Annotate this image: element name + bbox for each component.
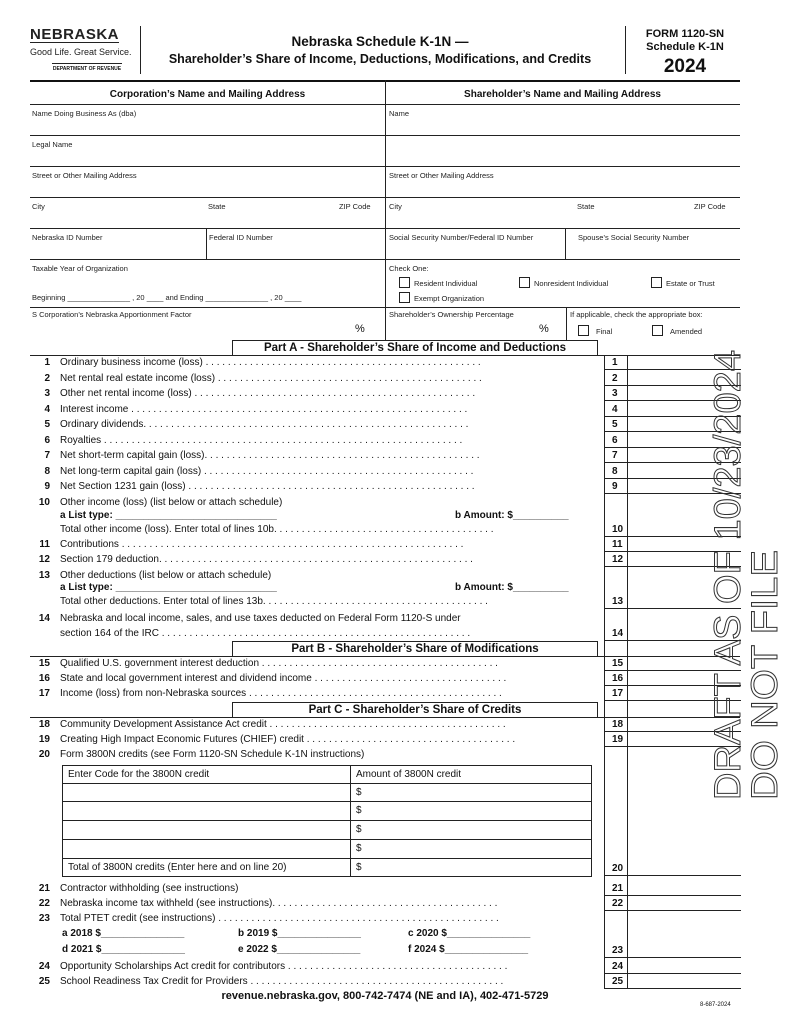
part-a-title: Part A - Shareholder’s Share of Income and Deductions (232, 340, 598, 355)
line-3: 3 Other net rental income (loss) . . . . . . . . . . . . . . . . . . . . . . . . . . . . . . . . . . . . . . . . . . . . . . . . . . . (44, 388, 476, 399)
line-13b: b Amount: $__________ (455, 582, 569, 593)
watermark-line2: DO NOT FILE (744, 568, 785, 800)
box-5: 5 (605, 418, 627, 432)
box-13: 13 (605, 595, 627, 609)
line-22: 22 Nebraska income tax withheld (see instructions). . . . . . . . . . . . . . . . . . . . . . . . . . . . . . . . . . . . . . . . . (38, 898, 498, 909)
ptet-2024: f 2024 $_______________ (408, 944, 529, 955)
sh-state-label: State (577, 202, 595, 211)
tbl-dollar-4: $ (356, 843, 362, 854)
corp-zip-label: ZIP Code (339, 202, 371, 211)
box-9: 9 (605, 480, 627, 494)
line-8: 8 Net long-term capital gain (loss) . . . . . . . . . . . . . . . . . . . . . . . . . . . . . . . . . . . . . . . . . . . . . . . . . (44, 466, 474, 477)
corp-city-label: City (32, 202, 45, 211)
box-8: 8 (605, 465, 627, 479)
tbl-dollar-1: $ (356, 787, 362, 798)
box-23: 23 (605, 944, 627, 958)
line-13-total: Total other deductions. Enter total of lines 13b. . . . . . . . . . . . . . . . . . . . . . . . . . . . . . . . . . . . . . . . . (60, 596, 488, 607)
sh-zip-label: ZIP Code (694, 202, 726, 211)
line-13: 13 Other deductions (list below or attach schedule) (38, 570, 272, 581)
exempt-org-checkbox[interactable] (399, 292, 410, 303)
shareholder-heading: Shareholder’s Name and Mailing Address (464, 89, 661, 100)
form-subtitle: Shareholder’s Share of Income, Deductions, Modifications, and Credits (168, 52, 592, 66)
nonresident-checkbox[interactable] (519, 277, 530, 288)
tax-year: 2024 (663, 56, 707, 77)
box-12: 12 (605, 553, 627, 567)
spouse-ssn-label: Spouse’s Social Security Number (578, 233, 690, 242)
amount-23[interactable] (627, 944, 741, 958)
line-11: 11 Contributions . . . . . . . . . . . . . . . . . . . . . . . . . . . . . . . . . . . . . . . . . . . . . . . . . . . . . . . . . . . . . . (39, 539, 464, 550)
box-2: 2 (605, 372, 627, 386)
line-17: 17 Income (loss) from non-Nebraska sources . . . . . . . . . . . . . . . . . . . . . . . . . . . . . . . . . . . . . . . . . . . . . . (38, 688, 502, 699)
form-number: FORM 1120-SN Schedule K-1N (645, 28, 725, 53)
line-20: 20 Form 3800N credits (see Form 1120-SN Schedule K-1N instructions) (38, 749, 365, 760)
corp-heading: Corporation’s Name and Mailing Address (109, 89, 306, 100)
tbl-dollar-total: $ (356, 862, 362, 873)
dba-label: Name Doing Business As (dba) (32, 109, 137, 118)
ptet-2021: d 2021 $_______________ (62, 944, 185, 955)
corp-street-label: Street or Other Mailing Address (32, 171, 137, 180)
line-9: 9 Net Section 1231 gain (loss) . . . . . . . . . . . . . . . . . . . . . . . . . . . . . . . . . . . . . . . . . . . . . . . . . . . . (44, 481, 475, 492)
line-6: 6 Royalties . . . . . . . . . . . . . . . . . . . . . . . . . . . . . . . . . . . . . . . . . . . . . . . . . . . . . . . . . . . . . . . . . (44, 435, 463, 446)
box-6: 6 (605, 434, 627, 448)
line-4: 4 Interest income . . . . . . . . . . . . . . . . . . . . . . . . . . . . . . . . . . . . . . . . . . . . . . . . . . . . . . . . . . . . . (44, 404, 468, 415)
line-5: 5 Ordinary dividends. . . . . . . . . . . . . . . . . . . . . . . . . . . . . . . . . . . . . . . . . . . . . . . . . . . . . . . . . . . (44, 419, 469, 430)
watermark-line1: DRAFT AS OF 10/23/2024 (707, 362, 748, 800)
box-22: 22 (605, 897, 627, 911)
logo-dept: DEPARTMENT OF REVENUE (52, 63, 122, 72)
resident-checkbox[interactable] (399, 277, 410, 288)
sh-name-label: Name (389, 109, 410, 118)
final-label: Final (596, 327, 613, 336)
exempt-org-label: Exempt Organization (414, 294, 485, 303)
amount-24[interactable] (627, 960, 741, 974)
amount-25[interactable] (627, 975, 741, 989)
line-21: 21 Contractor withholding (see instructions) (38, 883, 239, 894)
box-1: 1 (605, 356, 627, 370)
amended-checkbox[interactable] (652, 325, 663, 336)
part-b-title: Part B - Shareholder’s Share of Modifications (232, 641, 598, 656)
form-title: Nebraska Schedule K-1N — (291, 34, 469, 49)
legal-name-label: Legal Name (32, 140, 73, 149)
ptet-2022: e 2022 $_______________ (238, 944, 361, 955)
resident-label: Resident Individual (414, 279, 478, 288)
line-13a: a List type: _____________________________ (60, 582, 277, 593)
line-18: 18 Community Development Assistance Act credit . . . . . . . . . . . . . . . . . . . . . . . . . . . . . . . . . . . . . . . . . . . (38, 719, 506, 730)
ssn-label: Social Security Number/Federal ID Number (389, 233, 534, 242)
final-checkbox[interactable] (578, 325, 589, 336)
part-c-title: Part C - Shareholder’s Share of Credits (232, 702, 598, 717)
tbl-code-header: Enter Code for the 3800N credit (68, 769, 210, 780)
apportion-label: S Corporation’s Nebraska Apportionment Factor (32, 310, 192, 319)
fed-id-label: Federal ID Number (209, 233, 273, 242)
box-24: 24 (605, 960, 627, 974)
ptet-2019: b 2019 $_______________ (238, 928, 361, 939)
ne-id-label: Nebraska ID Number (32, 233, 103, 242)
line-2: 2 Net rental real estate income (loss) . . . . . . . . . . . . . . . . . . . . . . . . . . . . . . . . . . . . . . . . . . . . . . . . (44, 373, 482, 384)
box-11: 11 (605, 538, 627, 552)
amount-21[interactable] (627, 882, 741, 896)
beginning-ending: Beginning _______________ , 20 ____ and Ending _______________ , 20 ____ (32, 293, 302, 302)
box-17: 17 (605, 687, 627, 701)
amended-label: Amended (670, 327, 703, 336)
footer-contact: revenue.nebraska.gov, 800-742-7474 (NE and IA), 402-471-5729 (221, 990, 549, 1002)
box-25: 25 (605, 975, 627, 989)
line-25: 25 School Readiness Tax Credit for Providers . . . . . . . . . . . . . . . . . . . . . . . . . . . . . . . . . . . . . . . . . . . . . . (38, 976, 504, 987)
tbl-amt-header: Amount of 3800N credit (356, 769, 462, 780)
box-21: 21 (605, 882, 627, 896)
line-14: 14 Nebraska and local income, sales, and use taxes deducted on Federal Form 1120-S under (38, 613, 461, 624)
line-24: 24 Opportunity Scholarships Act credit for contributors . . . . . . . . . . . . . . . . . . . . . . . . . . . . . . . . . . . . . . . . (38, 961, 508, 972)
line-14b: section 164 of the IRC . . . . . . . . . . . . . . . . . . . . . . . . . . . . . . . . . . . . . . . . . . . . . . . . . . . . . . . . (60, 628, 471, 639)
line-12: 12 Section 179 deduction. . . . . . . . . . . . . . . . . . . . . . . . . . . . . . . . . . . . . . . . . . . . . . . . . . . . . . . . . (38, 554, 473, 565)
box-7: 7 (605, 449, 627, 463)
amount-22[interactable] (627, 897, 741, 911)
sh-city-label: City (389, 202, 402, 211)
if-applicable-label: If applicable, check the appropriate box: (570, 310, 703, 319)
tbl-total-label: Total of 3800N credits (Enter here and on line 20) (68, 862, 287, 873)
line-16: 16 State and local government interest and dividend income . . . . . . . . . . . . . . . . . . . . . . . . . . . . . . . . . . . (38, 673, 507, 684)
line-23: 23 Total PTET credit (see instructions) . . . . . . . . . . . . . . . . . . . . . . . . . . . . . . . . . . . . . . . . . . . . . . . . . . . (38, 913, 499, 924)
ptet-2020: c 2020 $_______________ (408, 928, 531, 939)
box-18: 18 (605, 718, 627, 732)
corp-state-label: State (208, 202, 226, 211)
box-20: 20 (605, 862, 627, 876)
line-10b: b Amount: $__________ (455, 510, 569, 521)
nebraska-logo (30, 26, 140, 72)
tbl-dollar-3: $ (356, 824, 362, 835)
nonresident-label: Nonresident Individual (534, 279, 609, 288)
tax-year-org-label: Taxable Year of Organization (32, 264, 128, 273)
ownership-label: Shareholder’s Ownership Percentage (389, 310, 514, 319)
box-10: 10 (605, 523, 627, 537)
tbl-dollar-2: $ (356, 805, 362, 816)
box-16: 16 (605, 672, 627, 686)
sh-street-label: Street or Other Mailing Address (389, 171, 494, 180)
apportion-pct: % (355, 323, 365, 335)
line-1: 1 Ordinary business income (loss) . . . . . . . . . . . . . . . . . . . . . . . . . . . . . . . . . . . . . . . . . . . . . . . . . . (44, 357, 481, 368)
line-15: 15 Qualified U.S. government interest deduction . . . . . . . . . . . . . . . . . . . . . . . . . . . . . . . . . . . . . . . . . . . (38, 658, 498, 669)
line-10: 10 Other income (loss) (list below or attach schedule) (38, 497, 283, 508)
estate-trust-checkbox[interactable] (651, 277, 662, 288)
form-code: 8-687-2024 (700, 1002, 731, 1008)
ownership-pct: % (539, 323, 549, 335)
check-one-label: Check One: (389, 264, 429, 273)
logo-tagline: Good Life. Great Service. (30, 47, 132, 57)
amount-20[interactable] (627, 862, 741, 876)
box-19: 19 (605, 733, 627, 747)
box-3: 3 (605, 387, 627, 401)
line-19: 19 Creating High Impact Economic Futures (CHIEF) credit . . . . . . . . . . . . . . . . . . . . . . . . . . . . . . . . . . . . . . (38, 734, 516, 745)
draft-watermark (695, 350, 785, 800)
box-14: 14 (605, 627, 627, 641)
box-15: 15 (605, 657, 627, 671)
line-10a: a List type: _____________________________ (60, 510, 277, 521)
line-7: 7 Net short-term capital gain (loss). . . . . . . . . . . . . . . . . . . . . . . . . . . . . . . . . . . . . . . . . . . . . . . . . . (44, 450, 480, 461)
logo-word: NEBRASKA (30, 26, 120, 43)
box-4: 4 (605, 403, 627, 417)
ptet-2018: a 2018 $_______________ (62, 928, 185, 939)
estate-trust-label: Estate or Trust (666, 279, 715, 288)
line-10-total: Total other income (loss). Enter total of lines 10b. . . . . . . . . . . . . . . . . . . . . . . . . . . . . . . . . . . . . . . . (60, 524, 494, 535)
